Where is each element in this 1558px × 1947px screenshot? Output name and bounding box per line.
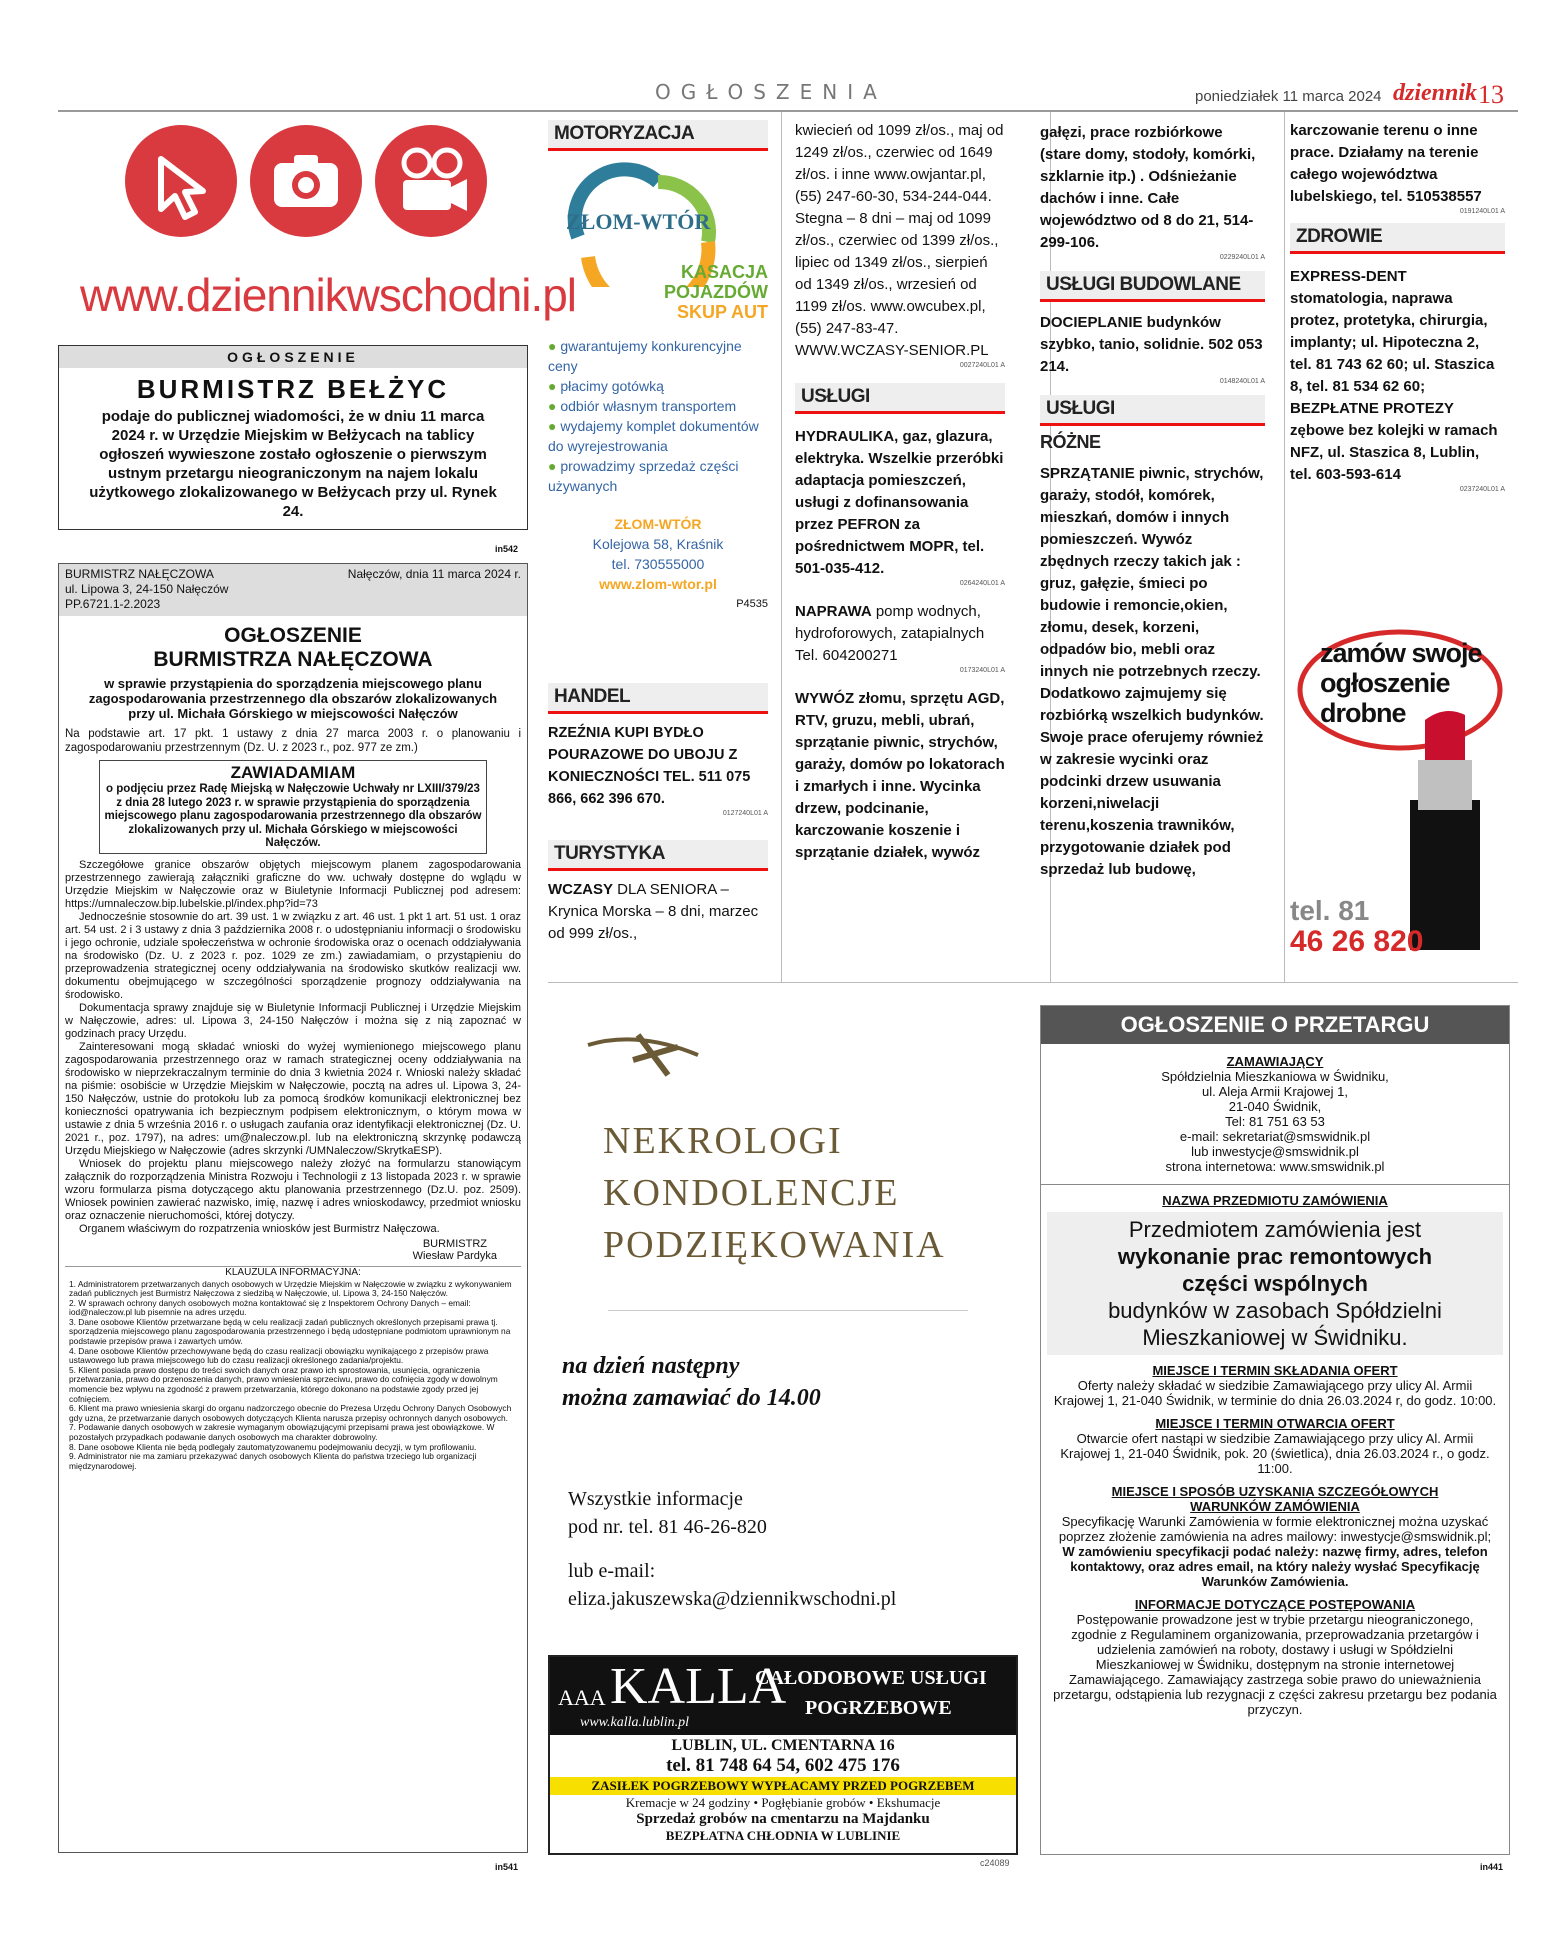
- clause-item: 5. Klient posiada prawo dostępu do treści swoich danych oraz prawo ich sprostowania, usunięcia, ograniczenia przetwarzania, prawo do przenoszenia danych, prawo wniesienia sprzeciwu, prawo do cofnięcia zgody w dowolnym momencie bez wpływu na zgodność z prawem przetwarzania, którego dokonano na podstawie zgody przed jej cofnięciem.: [69, 1364, 498, 1404]
- kalla-name: KALLA: [610, 1658, 787, 1715]
- ad-ref: 0237240L01 A: [1459, 486, 1505, 493]
- clause-item: 3. Dane osobowe Klientów przetwarzane będą w celu realizacji zadań publicznych określonych przepisami prawa tj. sporządzenia miejscowego planu zagospodarowania przestrzennego i będą udostępniane podmiotom uprawnionym na podstawie przepisów prawa i zawartych umów.: [69, 1316, 511, 1347]
- notice-band: OGŁOSZENIE: [59, 346, 527, 368]
- moto-section: [548, 120, 768, 610]
- para: Organem właściwym do rozpatrzenia wniosków jest Burmistrz Nałęczowa.: [79, 1222, 440, 1235]
- para: Szczegółowe granice obszarów objętych miejscowym planem zagospodarowania przestrzennego zawierają załączniki graficzne do ww. uchwały dostępne do wglądu w Urzędzie Miejskim w Nałęczowie oraz w Biuletynie Informacji Publicznej pod adresem: https://umnaleczow.bip.lubelskie.pl/index.php?id=73: [65, 858, 521, 910]
- issue-date: poniedziałek 11 marca 2024: [1195, 88, 1382, 105]
- section-head: [1040, 395, 1265, 426]
- subsection-head: RÓŻNE: [1040, 432, 1101, 452]
- tender-subhead: MIEJSCE I SPOSÓB UZYSKANIA SZCZEGÓŁOWYCH WARUNKÓW ZAMÓWIENIA: [1111, 1484, 1439, 1514]
- logo-tag: POJAZDÓW: [663, 282, 768, 302]
- brand-logo: dziennik: [1393, 80, 1478, 106]
- order-line: na dzień następny: [562, 1353, 740, 1379]
- section-head-label: TURYSTYKA: [554, 843, 665, 864]
- contact-line: 21-040 Świdnik,: [1228, 1099, 1322, 1114]
- section-head-label: USŁUGI: [801, 386, 870, 407]
- ad-ref: 0127240L01 A: [722, 810, 768, 817]
- section-head-label: ZDROWIE: [1296, 226, 1383, 247]
- notice-paras: [59, 857, 527, 1238]
- clause-title: KLAUZULA INFORMACYJNA:: [65, 1266, 521, 1278]
- promo-line: ogłoszenie: [1320, 668, 1450, 698]
- contact-line: Spółdzielnia Mieszkaniowa w Świdniku,: [1161, 1069, 1389, 1084]
- projector-icon: [375, 125, 487, 237]
- sender-line: BURMISTRZ NAŁĘCZOWA: [65, 567, 214, 581]
- subject-line: części wspólnych: [1182, 1271, 1368, 1296]
- ad-text: WYWÓZ złomu, sprzętu AGD, RTV, gruzu, mebli, ubrań, sprzątanie piwnic, strychów, garaży, domów po lokatorach i zmarłych i inne. Wycinka drzew, podcinanie, karczowanie koszenie i sprzątanie działek, wywóz: [795, 690, 1005, 861]
- kalla-address: LUBLIN, UL. CMENTARNA 16: [671, 1737, 895, 1754]
- contact-line: Wszystkie informacje: [568, 1488, 743, 1510]
- section-head: [795, 383, 1005, 414]
- ad-text: HYDRAULIKA, gaz, glazura, elektryka. Wszelkie przeróbki adaptacja pomieszczeń, usługi z dofinansowania przez PEFRON za pośrednictwem MOPR, tel. 501-035-412.: [795, 428, 1004, 577]
- clause-list: [59, 1278, 527, 1472]
- company-website[interactable]: www.zlom-wtor.pl: [599, 576, 717, 592]
- place-date: Nałęczów, dnia 11 marca 2024 r.: [347, 567, 521, 581]
- tender-subhead: MIEJSCE I TERMIN OTWARCIA OFERT: [1155, 1416, 1395, 1431]
- para: Dokumentacja sprawy znajduje się w Biuletynie Informacji Publicznej i Urzędzie Miejskim w Nałęczowie, adres: ul. Lipowa 3, 24-150 Nałęczów i można się z nią zapoznać w godzinach pracy Urzędu.: [65, 1001, 521, 1040]
- obituary-promo: [548, 1015, 1018, 1640]
- header-rule: [58, 110, 1518, 112]
- company-address: Kolejowa 58, Kraśnik: [592, 536, 724, 552]
- promo-phone: 46 26 820: [1290, 925, 1424, 958]
- ad-ref: 0264240L01 A: [959, 580, 1005, 587]
- divider: [608, 1310, 968, 1311]
- turystyka-section: [548, 840, 768, 945]
- section-head-label: USŁUGI: [1046, 398, 1115, 419]
- headline-line: KONDOLENCJE: [603, 1172, 900, 1214]
- handel-section: [548, 683, 768, 817]
- clause-item: 6. Klient ma prawo wniesienia skargi do organu nadzorczego obecnie do Prezesa Urzędu Ochrony Danych Osobowych gdy uzna, że przetwarzanie danych osobowych dotyczących Klienta narusza przepisy ochronnych danych osobowych.: [69, 1403, 512, 1423]
- list-item: ● wydajemy komplet dokumentów do wyrejestrowania: [548, 416, 768, 456]
- subject-line: wykonanie prac remontowych: [1117, 1244, 1433, 1269]
- ad-ref: 0148240L01 A: [1219, 378, 1265, 385]
- moto-bullets: [548, 336, 768, 496]
- contact-line[interactable]: strona internetowa: www.smswidnik.pl: [1165, 1159, 1385, 1174]
- contact-line: pod nr. tel. 81 46-26-820: [568, 1516, 767, 1538]
- section-head: [1290, 223, 1505, 254]
- tender-text: W zamówieniu specyfikacji podać należy: nazwę firmy, adres, telefon kontaktowy, oraz adres email, na który należy wysłać Specyfikację Warunków Zamówienia.: [1062, 1544, 1488, 1589]
- ad-ref: 0027240L01 A: [959, 362, 1005, 369]
- logo-tag: SKUP AUT: [676, 302, 768, 322]
- obituary-headline: [603, 1115, 946, 1271]
- promo-line: drobne: [1320, 698, 1406, 728]
- tender-text: Specyfikację Warunki Zamówienia w formie elektronicznej można uzyskać poprzez złożenie zamówienia na adres mailowy: inwestycje@smswidnik.pl;: [1058, 1514, 1492, 1544]
- ad-text: SPRZĄTANIE piwnic, strychów, garaży, stodół, komórek, mieszkań, domów i innych pomieszczeń. Wywóz zbędnych rzeczy takich jak : gruz, gałęzie, śmieci po budowie i remoncie,okien, złomu, desek, korzeni, odpadów bio, mebli oraz innych nie potrzebnych rzeczy. Dodatkowo zajmujemy się rozbiórką wszelkich budynków. Swoje prace oferujemy również w zakresie wycinki oraz podcinki drzew usuwania korzeni,niwelacji terenu,koszenia trawników, przygotowanie działek pod sprzedaż lub budowę,: [1040, 465, 1264, 878]
- section-head-label: USŁUGI BUDOWLANE: [1046, 274, 1241, 295]
- sender-line: ul. Lipowa 3, 24-150 Nałęczów: [65, 582, 229, 596]
- ad-lead: WCZASY: [548, 881, 613, 898]
- tender-subhead: NAZWA PRZEDMIOTU ZAMÓWIENIA: [1162, 1193, 1388, 1208]
- contact-line: lub e-mail:: [568, 1560, 656, 1582]
- tender-text: Postępowanie prowadzone jest w trybie przetargu nieograniczonego, zgodnie z Regulaminem organizowania, przeprowadzania przetargów i udzielenia zamówień na roboty, dostawy i usługi w Spółdzielni Mieszkaniowej w Świdniku, dostępnym na stronie internetowej Zamawiającego. Zamawiający zastrzega sobie prawo do unieważnienia przetargu, odstąpienia lub rezygnacji z części zakresu przetargu bez podania przyczyn.: [1053, 1612, 1497, 1717]
- notice-title: OGŁOSZENIE: [224, 624, 362, 647]
- ad-text: DLA SENIORA – Krynica Morska – 8 dni, marzec od 999 zł/os.,: [548, 881, 759, 942]
- camera-icon: [250, 125, 362, 237]
- clause-item: 1. Administratorem przetwarzanych danych osobowych w Urzędzie Miejskim w Nałęczowie w związku z wykonywaniem zadań publicznych jest Burmistrz Nałęczowa z siedzibą w Nałęczowie, ul. Lipowa 3, 24-150 Nałęczów.: [69, 1278, 512, 1299]
- announce-head: ZAWIADAMIAM: [230, 763, 356, 782]
- ad-ref: 0229240L01 A: [1219, 254, 1265, 261]
- para: Wniosek do projektu planu miejscowego należy złożyć na formularzu stanowiącym załącznik do rozporządzenia Ministra Rozwoju i Technologii z 13 listopada 2023 r. w sprawie wzoru formularza pisma dotyczącego aktu planowania przestrzennego (Dz.U. poz. 2509). Wniosek powinien zawierać nazwisko, imię, nazwę i adres wnioskodawcy, przedmiot wniosku oraz oznaczenie nieruchomości, której dotyczy.: [65, 1157, 521, 1222]
- clause-item: 8. Dane osobowe Klienta nie będą podlegały zautomatyzowanemu podejmowaniu decyzji, w tym profilowaniu.: [69, 1441, 477, 1452]
- signature-name: Wiesław Pardyka: [412, 1249, 497, 1262]
- contact-info: [568, 1485, 896, 1613]
- promo-phone-prefix: tel. 81: [1290, 895, 1370, 926]
- ad-text: EXPRESS-DENT stomatologia, naprawa protez, protetyka, chirurgia, implanty; ul. Hipoteczna 2, tel. 81 743 62 60; ul. Staszica 8, tel. 81 534 62 60; BEZPŁATNE PROTEZY zębowe bez kolejki w ramach NFZ, ul. Staszica 8, Lublin, tel. 603-593-614: [1290, 268, 1498, 483]
- kalla-service: POGRZEBOWE: [805, 1697, 952, 1719]
- promo-line: zamów swoje: [1320, 638, 1482, 668]
- subject-line: budynków w zasobach Spółdzielni: [1108, 1298, 1442, 1323]
- clause-item: 4. Dane osobowe Klientów przechowywane będą do czasu realizacji obowiązku wynikającego z przepisów prawa ustawowego lub prawa miejscowego lub do czasu realizacji określonego zadania/projektu.: [69, 1345, 489, 1366]
- contact-line[interactable]: lub inwestycje@smswidnik.pl: [1191, 1144, 1359, 1159]
- kalla-aaa: AAA: [558, 1685, 606, 1710]
- ad-lead: NAPRAWA: [795, 603, 872, 620]
- ad-code: in441: [1480, 1862, 1504, 1872]
- section-head: [548, 840, 768, 871]
- col5: [1290, 120, 1505, 493]
- announce-body: o podjęciu przez Radę Miejską w Nałęczowie Uchwały nr LXIII/379/23 z dnia 28 lutego 2023 r. w sprawie przystąpienia do sporządzenia miejscowego planu zagospodarowania przestrzennego dla obszarów zlokalizowanych przy ul. Michała Górskiego w miejscowości Nałęczów.: [104, 783, 482, 849]
- company-phone: tel. 730555000: [611, 556, 705, 572]
- section-title: OGŁOSZENIA: [655, 80, 887, 104]
- tender-band: OGŁOSZENIE O PRZETARGU: [1041, 1006, 1509, 1044]
- contact-line: ul. Aleja Armii Krajowej 1,: [1202, 1084, 1348, 1099]
- tender-subhead: INFORMACJE DOTYCZĄCE POSTĘPOWANIA: [1134, 1597, 1416, 1612]
- ad-text: gałęzi, prace rozbiórkowe (stare domy, stodoły, komórki, szklarnie itp.) . Odśnieżanie dachów i inne. Całe województwo od 8 do 21, 514-299-106.: [1040, 124, 1256, 251]
- tender-text: Otwarcie ofert nastąpi w siedzibie Zamawiającego przy ulicy Al. Armii Krajowej 1, 21-040 Świdnik, pok. 20 (świetlica), dnia 26.03.2024 r., o godz. 11:00.: [1060, 1431, 1490, 1476]
- clause-item: 7. Podawanie danych osobowych w zakresie wymaganym obowiązującymi przepisami prawa jest obowiązkowe. W pozostałych przypadkach podawanie danych osobowych ma charakter dobrowolny.: [69, 1422, 495, 1442]
- kalla-allowance: ZASIŁEK POGRZEBOWY WYPŁACAMY PRZED POGRZEBEM: [550, 1777, 1016, 1795]
- ad-text: pomp wodnych, hydroforowych, zatapialnych Tel. 604200271: [795, 603, 985, 664]
- ad-code: c24089: [980, 1858, 1010, 1868]
- tender-subhead: ZAMAWIAJĄCY: [1226, 1054, 1324, 1069]
- tender-subhead: MIEJSCE I TERMIN SKŁADANIA OFERT: [1152, 1363, 1398, 1378]
- classified-promo: [1290, 620, 1505, 960]
- promo-text: [1320, 638, 1482, 728]
- notice-body: podaje do publicznej wiadomości, że w dniu 11 marca 2024 r. w Urzędzie Miejskim w Bełżycach na tablicy ogłoszeń wywieszone zostało ogłoszenie o pierwszym ustnym przetargu nieograniczonym na najem lokalu użytkowego zlokalizowanego w Bełżycach przy ul. Rynek 24.: [89, 408, 497, 520]
- subject-line: Mieszkaniowej w Świdniku.: [1142, 1325, 1408, 1350]
- notice-sender: [59, 564, 527, 616]
- contact-line: Tel: 81 751 63 53: [1225, 1114, 1325, 1129]
- signature-title: BURMISTRZ: [422, 1237, 487, 1250]
- naleczow-notice: [58, 563, 528, 1853]
- clause-item: 2. W sprawach ochrony danych osobowych można kontaktować się z Inspektorem Ochrony Danych – email: iod@naleczow.pl lub pisemnie na adres urzędu.: [69, 1297, 471, 1318]
- ad-ref: 0191240L01 A: [1459, 208, 1505, 215]
- section-head: [548, 683, 768, 714]
- subject-line: Przedmiotem zamówienia jest: [1128, 1217, 1422, 1242]
- section-head-label: HANDEL: [554, 686, 631, 707]
- cursor-icon: [125, 125, 237, 237]
- ad-text: kwiecień od 1099 zł/os., maj od 1249 zł/os., czerwiec od 1649 zł/os. i inne www.owjantar.pl, (55) 247-60-30, 534-244-044. Stegna – 8 dni – maj od 1099 zł/os., czerwiec od 1399 zł/os., lipiec od 1349 zł/os., sierpień od 1349 zł/os., wrzesień od 1199 zł/os. www.owcubex.pl, (55) 247-83-47. WWW.WCZASY-SENIOR.PL: [795, 122, 1004, 359]
- headline-line: PODZIĘKOWANIA: [603, 1224, 946, 1266]
- announce-box: [99, 760, 487, 854]
- moto-contact: [548, 514, 768, 594]
- ad-code: P4535: [736, 598, 768, 610]
- logo-tag: KASACJA: [680, 262, 768, 282]
- website-url[interactable]: www.dziennikwschodni.pl: [80, 269, 577, 321]
- notice-subtitle: BURMISTRZA NAŁĘCZOWA: [153, 648, 433, 671]
- notice-title: BURMISTRZ BEŁŻYC: [136, 374, 450, 404]
- kalla-banner: [550, 1657, 1016, 1735]
- tender-notice: [1040, 1005, 1510, 1855]
- notice-basis: Na podstawie art. 17 pkt. 1 ustawy z dnia 27 marca 2003 r. o planowaniu i zagospodarowaniu przestrzennym (Dz. U. z 2023 r., poz. 977 ze zm.): [65, 728, 521, 754]
- ad-text: DOCIEPLANIE budynków szybko, tanio, solidnie. 502 053 214.: [1040, 314, 1263, 375]
- company-name: ZŁOM-WTÓR: [614, 516, 702, 532]
- ad-code: in542: [495, 544, 519, 554]
- order-line: można zamawiać do 14.00: [562, 1385, 821, 1411]
- clause-item: 9. Administrator nie ma zamiaru przekazywać danych osobowych Klienta do państwa trzeciego lub organizacji międzynarodowej.: [69, 1451, 477, 1471]
- kalla-phone: tel. 81 748 64 54, 602 475 176: [666, 1755, 900, 1776]
- ad-ref: 0173240L01 A: [959, 667, 1005, 674]
- col4: [1040, 122, 1265, 881]
- para: Jednocześnie stosownie do art. 39 ust. 1 w związku z art. 46 ust. 1 pkt 1 art. 51 ust. 1 oraz art. 54 ust. 2 i 3 ustawy z dnia 3 października 2008 r. o udostępnianiu informacji o środowisku i jego ochronie, udziale społeczeństwa w ochronie środowiska oraz o ocenach oddziaływania na środowisko (Dz. U. z 2023 r. poz. 1029 ze zm.) zawiadamiam, o przystąpieniu do przeprowadzenia strategicznej oceny oddziaływania na środowisko skutków realizacji ww. dokumentu obejmującego w szczególności sporządzenie prognozy oddziaływania na środowisko.: [65, 910, 521, 1001]
- section-head: [1040, 271, 1265, 302]
- list-item: ● prowadzimy sprzedaż części używanych: [548, 456, 768, 496]
- para: Zainteresowani mogą składać wnioski do wyżej wymienionego miejscowego planu zagospodarowania przestrzennego oraz w ramach strategicznej oceny oddziaływania na środowisko w nieprzekraczalnym terminie do dnia 3 kwietnia 2024 r. Wnioski należy składać na piśmie: osobiście w Urzędzie Miejskim w Nałęczowie, pocztą na adres ul. Lipowa 3, 24-150 Nałęczów, ustnie do protokołu lub za pomocą środków komunikacji elektronicznej bez konieczności opatrywania ich bezpiecznym podpisem elektronicznym, o którym mowa w ustawie z dnia 5 września 2016 r. o usługach zaufania oraz identyfikacji elektronicznej (Dz. U. 2021 r., poz. 1797), na adres: um@naleczow.pl. lub na elektroniczną skrzynkę podawczą Urzędu Miejskiego w Nałęczowie (adres skrzynki /UMNaleczow/SkrytkaESP).: [65, 1040, 521, 1157]
- contact-line[interactable]: e-mail: sekretariat@smswidnik.pl: [1179, 1129, 1371, 1144]
- cross-branch-icon: [578, 1025, 718, 1085]
- ad-text: RZEŹNIA KUPI BYDŁO POURAZOWE DO UBOJU Z KONIECZNOŚCI TEL. 511 075 866, 662 396 670.: [548, 725, 751, 807]
- tender-text: Oferty należy składać w siedzibie Zamawiającego przy ulicy Al. Armii Krajowej 1, 21-040 Świdnik, w terminie do dnia 26.03.2024 r, do godz. 10:00.: [1053, 1378, 1497, 1408]
- ad-text: karczowanie terenu o inne prace. Działamy na terenie całego województwa lubelskiego, tel. 510538557: [1290, 122, 1482, 205]
- section-head: [548, 120, 768, 151]
- col3: [795, 120, 1005, 864]
- kalla-services: Kremacje w 24 godziny • Pogłębianie grobów • Ekshumacje: [625, 1795, 941, 1810]
- notice-subject: w sprawie przystąpienia do sporządzenia miejscowego planu zagospodarowania przestrzennego dla obszarów zlokalizowanych przy ul. Michała Górskiego w miejscowości Nałęczów: [88, 676, 498, 721]
- sender-line: PP.6721.1-2.2023: [65, 597, 161, 611]
- section-head-label: MOTORYZACJA: [554, 123, 695, 144]
- kalla-web: www.kalla.lublin.pl: [580, 1715, 690, 1730]
- tender-contact: [1041, 1069, 1509, 1174]
- kalla-service: CAŁODOBOWE USŁUGI: [755, 1667, 987, 1689]
- funeral-ad: [548, 1655, 1018, 1855]
- list-item: ● gwarantujemy konkurencyjne ceny: [548, 336, 768, 376]
- logo-text: ZŁOM-WTÓR: [566, 209, 711, 234]
- headline-line: NEKROLOGI: [603, 1120, 843, 1162]
- contact-email[interactable]: eliza.jakuszewska@dziennikwschodni.pl: [568, 1588, 897, 1610]
- kalla-graves: Sprzedaż grobów na cmentarzu na Majdanku: [636, 1811, 930, 1827]
- list-item: ● płacimy gotówką: [548, 376, 768, 396]
- order-info: [562, 1350, 821, 1414]
- row-rule: [548, 982, 1518, 983]
- kalla-cold-storage: BEZPŁATNA CHŁODNIA W LUBLINIE: [665, 1828, 901, 1843]
- column-rule: [1284, 112, 1285, 982]
- belzyce-notice: [58, 345, 528, 530]
- tender-subject: [1047, 1212, 1503, 1355]
- ad-code: in541: [495, 1862, 519, 1872]
- column-rule: [781, 112, 782, 982]
- page-number: 13: [1478, 80, 1504, 109]
- list-item: ● odbiór własnym transportem: [548, 396, 768, 416]
